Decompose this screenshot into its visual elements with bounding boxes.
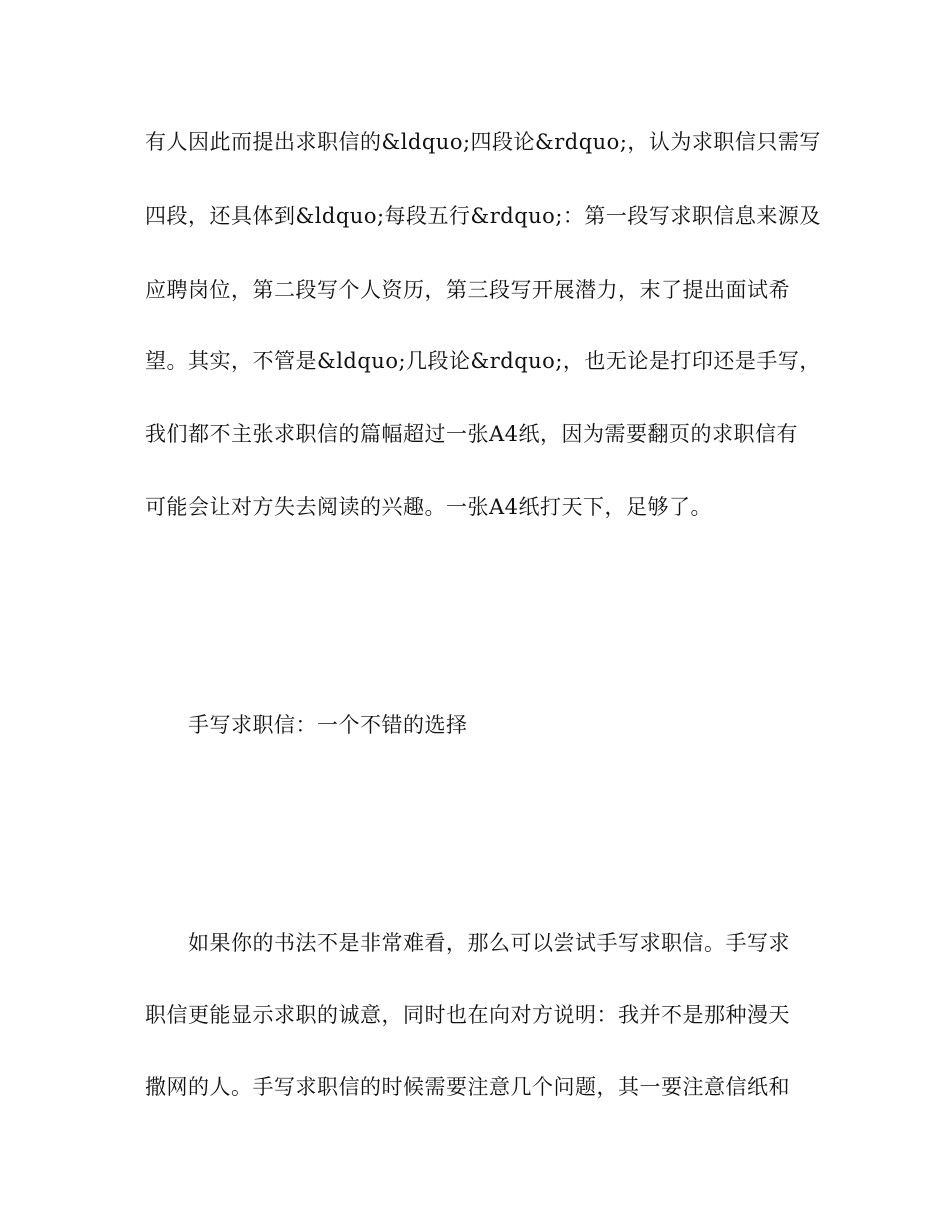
section-heading: 手写求职信：一个不错的选择	[188, 713, 468, 737]
paragraph-1-line-3: 应聘岗位，第二段写个人资历，第三段写开展潜力，末了提出面试希	[145, 278, 790, 302]
paragraph-2-line-3: 撒网的人。手写求职信的时候需要注意几个问题，其一要注意信纸和	[145, 1075, 790, 1099]
paragraph-1-line-4: 望。其实，不管是&ldquo;几段论&rdquo;，也无论是打印还是手写，	[145, 349, 821, 373]
paragraph-2-line-1: 如果你的书法不是非常难看，那么可以尝试手写求职信。手写求	[188, 931, 790, 955]
paragraph-1-line-6: 可能会让对方失去阅读的兴趣。一张A4纸打天下，足够了。	[145, 495, 713, 519]
paragraph-1-line-5: 我们都不主张求职信的篇幅超过一张A4纸，因为需要翻页的求职信有	[145, 422, 799, 446]
paragraph-1-line-1: 有人因此而提出求职信的&ldquo;四段论&rdquo;，认为求职信只需写	[145, 130, 821, 154]
paragraph-2-line-2: 职信更能显示求职的诚意，同时也在向对方说明：我并不是那种漫天	[145, 1003, 790, 1027]
paragraph-1-line-2: 四段，还具体到&ldquo;每段五行&rdquo;：第一段写求职信息来源及	[145, 204, 821, 228]
